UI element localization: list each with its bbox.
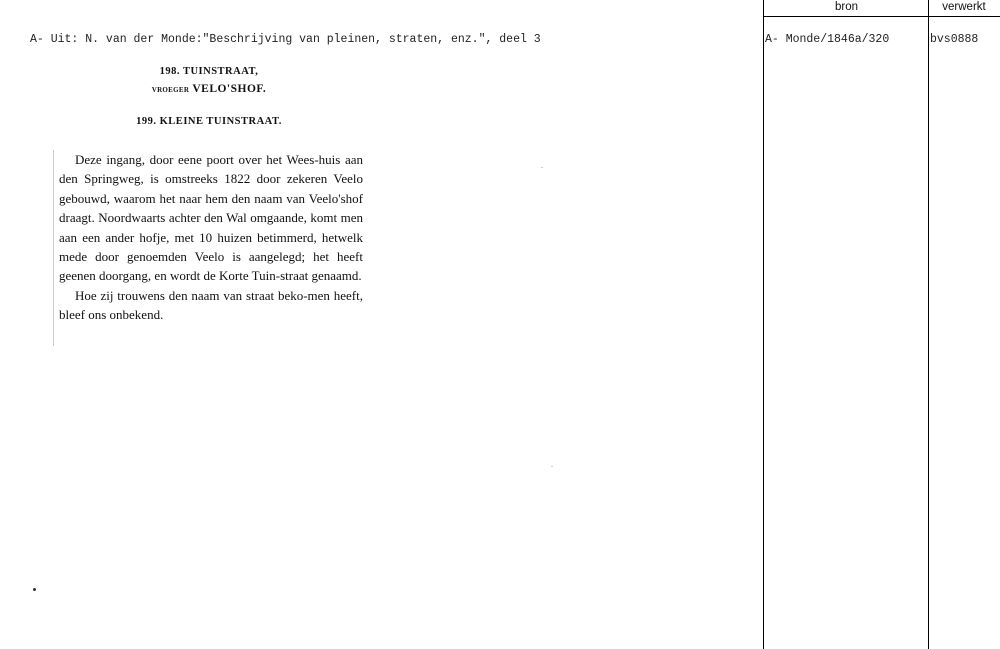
column-divider-middle <box>928 0 929 649</box>
column-header-verwerkt: verwerkt <box>942 1 986 13</box>
column-divider-left <box>763 0 764 649</box>
scan-speck <box>551 466 553 467</box>
heading-title: VELO'SHOF. <box>192 83 267 95</box>
bron-value: A- Monde/1846a/320 <box>765 33 890 46</box>
source-reference: A- Uit: N. van der Monde:"Beschrijving van pleinen, straten, enz.", deel 3 <box>30 33 541 46</box>
heading-tuinstraat <box>50 66 368 77</box>
heading-title: KLEINE TUINSTRAAT. <box>159 116 282 127</box>
column-header-bron: bron <box>834 1 859 13</box>
scan-speck <box>33 588 36 591</box>
document-body <box>59 150 363 325</box>
heading-kleine-tuinstraat <box>50 116 368 127</box>
header-rule <box>763 16 1000 17</box>
heading-title: TUINSTRAAT, <box>182 66 259 77</box>
heading-number: 199. <box>136 116 157 127</box>
paragraph: Deze ingang, door eene poort over het Wees-huis aan den Springweg, is omstreeks 1822 door zekeren Veelo gebouwd, waarom het naar hem den naam van Veelo'shof draagt. Noordwaarts achter den Wal omgaande, komt men aan een ander hofje, met 10 huizen betimmerd, hetwelk mede door genoemden Veelo is aangelegd; het heeft geenen doorgang, en wordt de Korte Tuin-straat genaamd. <box>59 152 363 284</box>
scan-speck <box>541 167 543 168</box>
heading-number: 198. <box>159 66 180 77</box>
scan-margin-line <box>53 150 54 346</box>
verwerkt-value: bvs0888 <box>930 33 979 46</box>
heading-prefix: VROEGER <box>151 86 190 94</box>
heading-veloshof <box>50 83 368 95</box>
paragraph: Hoe zij trouwens den naam van straat beko-men heeft, bleef ons onbekend. <box>59 287 363 323</box>
